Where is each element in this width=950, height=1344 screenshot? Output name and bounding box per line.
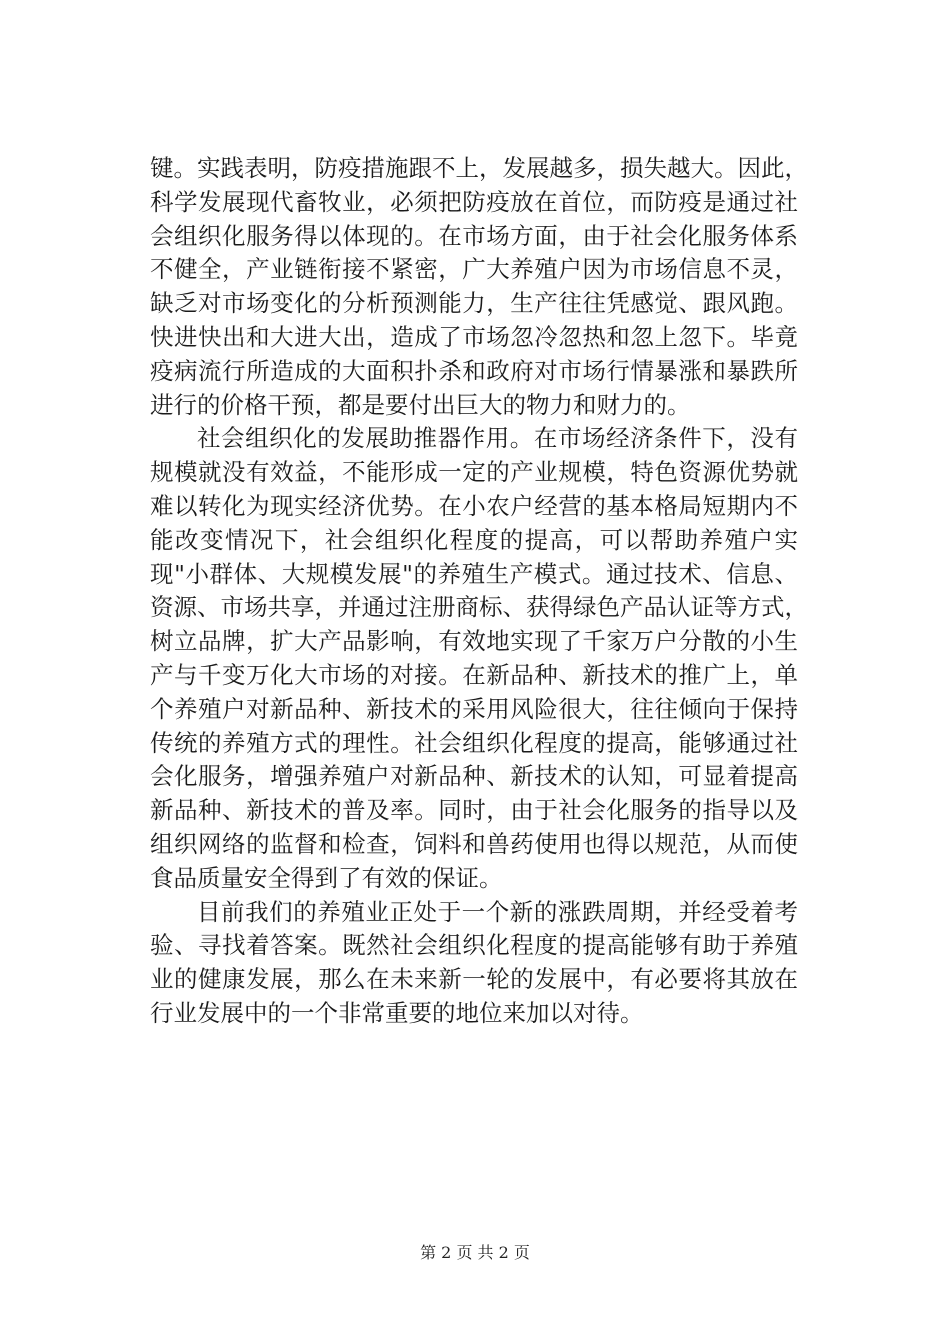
text-line: 组织网络的监督和检查，饲料和兽药使用也得以规范，从而使	[150, 829, 798, 858]
text-line: 缺乏对市场变化的分析预测能力，生产往往凭感觉、跟风跑。	[150, 289, 798, 318]
document-body	[150, 152, 808, 1031]
text-line: 行业发展中的一个非常重要的地位来加以对待。	[150, 998, 644, 1027]
text-line: 会组织化服务得以体现的。在市场方面，由于社会化服务体系	[150, 221, 798, 250]
text-line: 社会组织化的发展助推器作用。在市场经济条件下，没有	[197, 424, 798, 453]
text-line: 目前我们的养殖业正处于一个新的涨跌周期，并经受着考	[197, 897, 798, 926]
text-line: 规模就没有效益，不能形成一定的产业规模，特色资源优势就	[150, 458, 798, 487]
text-line: 键。实践表明，防疫措施跟不上，发展越多，损失越大。因此，	[150, 154, 808, 182]
text-line: 传统的养殖方式的理性。社会组织化程度的提高，能够通过社	[150, 728, 798, 757]
paragraph-3	[150, 896, 798, 1031]
text-line: 产与千变万化大市场的对接。在新品种、新技术的推广上，单	[150, 660, 798, 689]
text-line: 个养殖户对新品种、新技术的采用风险很大，往往倾向于保持	[150, 694, 798, 723]
text-line: 验、寻找着答案。既然社会组织化程度的提高能够有助于养殖	[150, 931, 798, 960]
text-line: 现"小群体、大规模发展"的养殖生产模式。通过技术、信息、	[150, 559, 798, 588]
text-line: 不健全，产业链衔接不紧密，广大养殖户因为市场信息不灵，	[150, 255, 798, 284]
text-line: 资源、市场共享，并通过注册商标、获得绿色产品认证等方式，	[150, 593, 808, 622]
text-line: 难以转化为现实经济优势。在小农户经营的基本格局短期内不	[150, 491, 798, 520]
text-line: 业的健康发展，那么在未来新一轮的发展中，有必要将其放在	[150, 965, 798, 994]
text-line: 进行的价格干预，都是要付出巨大的物力和财力的。	[150, 390, 691, 419]
text-line: 疫病流行所造成的大面积扑杀和政府对市场行情暴涨和暴跌所	[150, 356, 798, 385]
paragraph-2	[150, 422, 808, 895]
text-line: 科学发展现代畜牧业，必须把防疫放在首位，而防疫是通过社	[150, 187, 798, 216]
paragraph-1	[150, 152, 808, 422]
text-line: 会化服务，增强养殖户对新品种、新技术的认知，可显着提高	[150, 762, 798, 791]
text-line: 树立品牌，扩大产品影响，有效地实现了千家万户分散的小生	[150, 627, 798, 656]
text-line: 能改变情况下，社会组织化程度的提高，可以帮助养殖户实	[150, 525, 798, 554]
page-number-footer: 第 2 页 共 2 页	[420, 1243, 530, 1262]
text-line: 食品质量安全得到了有效的保证。	[150, 863, 503, 892]
text-line: 快进快出和大进大出，造成了市场忽冷忽热和忽上忽下。毕竟	[150, 322, 798, 351]
text-line: 新品种、新技术的普及率。同时，由于社会化服务的指导以及	[150, 796, 798, 825]
